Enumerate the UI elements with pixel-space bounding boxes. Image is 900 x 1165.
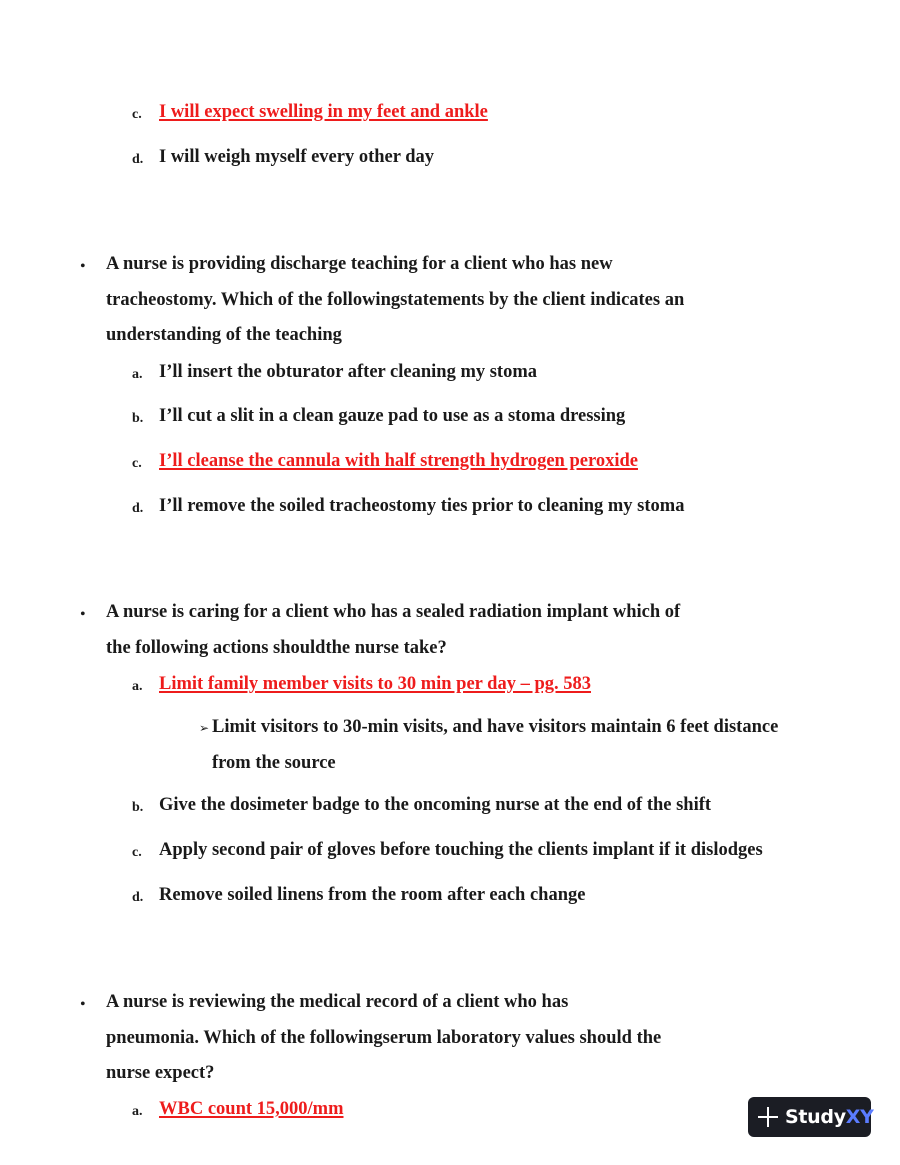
option-letter: b. xyxy=(132,800,144,815)
stem-line: nurse expect? xyxy=(106,1063,215,1083)
bullet-icon: • xyxy=(80,258,86,275)
logo-text xyxy=(785,1105,874,1129)
option-text: I’ll insert the obturator after cleaning my stoma xyxy=(159,362,537,382)
stem-line: the following actions shouldthe nurse take? xyxy=(106,637,447,658)
studyxy-logo[interactable] xyxy=(748,1097,874,1137)
note-line: from the source xyxy=(212,752,336,773)
option-letter: d. xyxy=(132,890,144,905)
option-text: Apply second pair of gloves before touching the clients implant if it dislodges xyxy=(159,840,763,860)
stem-line: A nurse is caring for a client who has a sealed radiation implant which of xyxy=(106,602,681,622)
stem-line: pneumonia. Which of the followingserum laboratory values should the xyxy=(106,1027,662,1048)
question-stem xyxy=(106,985,806,1092)
stem-line: tracheostomy. Which of the followingstatements by the client indicates an xyxy=(106,289,685,310)
option-letter: a. xyxy=(132,1104,143,1119)
stem-line: A nurse is reviewing the medical record of a client who has xyxy=(106,992,569,1012)
logo-text-white: Study xyxy=(785,1106,846,1128)
arrow-bullet-icon: ➢ xyxy=(199,721,210,735)
bullet-icon: • xyxy=(80,996,86,1013)
answer-note xyxy=(212,710,852,781)
option-text-correct: WBC count 15,000/mm xyxy=(159,1099,344,1119)
option-letter: c. xyxy=(132,456,142,471)
option-letter: d. xyxy=(132,501,144,516)
stem-line: A nurse is providing discharge teaching for a client who has new xyxy=(106,254,613,274)
option-letter: d. xyxy=(132,152,144,167)
option-text-correct: I’ll cleanse the cannula with half strength hydrogen peroxide xyxy=(159,451,638,471)
stem-line: understanding of the teaching xyxy=(106,325,342,345)
option-text: Give the dosimeter badge to the oncoming nurse at the end of the shift xyxy=(159,795,712,815)
option-letter: c. xyxy=(132,845,142,860)
option-text: I’ll remove the soiled tracheostomy ties prior to cleaning my stoma xyxy=(159,496,685,516)
option-text: I will weigh myself every other day xyxy=(159,147,435,167)
option-letter: b. xyxy=(132,411,144,426)
plus-icon xyxy=(757,1106,779,1128)
logo-text-blue: XY xyxy=(845,1106,874,1128)
option-text-correct: I will expect swelling in my feet and ankle xyxy=(159,102,488,122)
question-stem xyxy=(106,595,806,666)
option-text: I’ll cut a slit in a clean gauze pad to use as a stoma dressing xyxy=(159,406,626,426)
note-line: Limit visitors to 30-min visits, and have visitors maintain 6 feet distance xyxy=(212,717,779,737)
option-letter: c. xyxy=(132,107,142,122)
option-text: Remove soiled linens from the room after each change xyxy=(159,885,586,905)
bullet-icon: • xyxy=(80,606,86,623)
option-text-correct: Limit family member visits to 30 min per day – pg. 583 xyxy=(159,674,591,694)
option-letter: a. xyxy=(132,367,143,382)
question-stem xyxy=(106,247,806,354)
option-letter: a. xyxy=(132,679,143,694)
